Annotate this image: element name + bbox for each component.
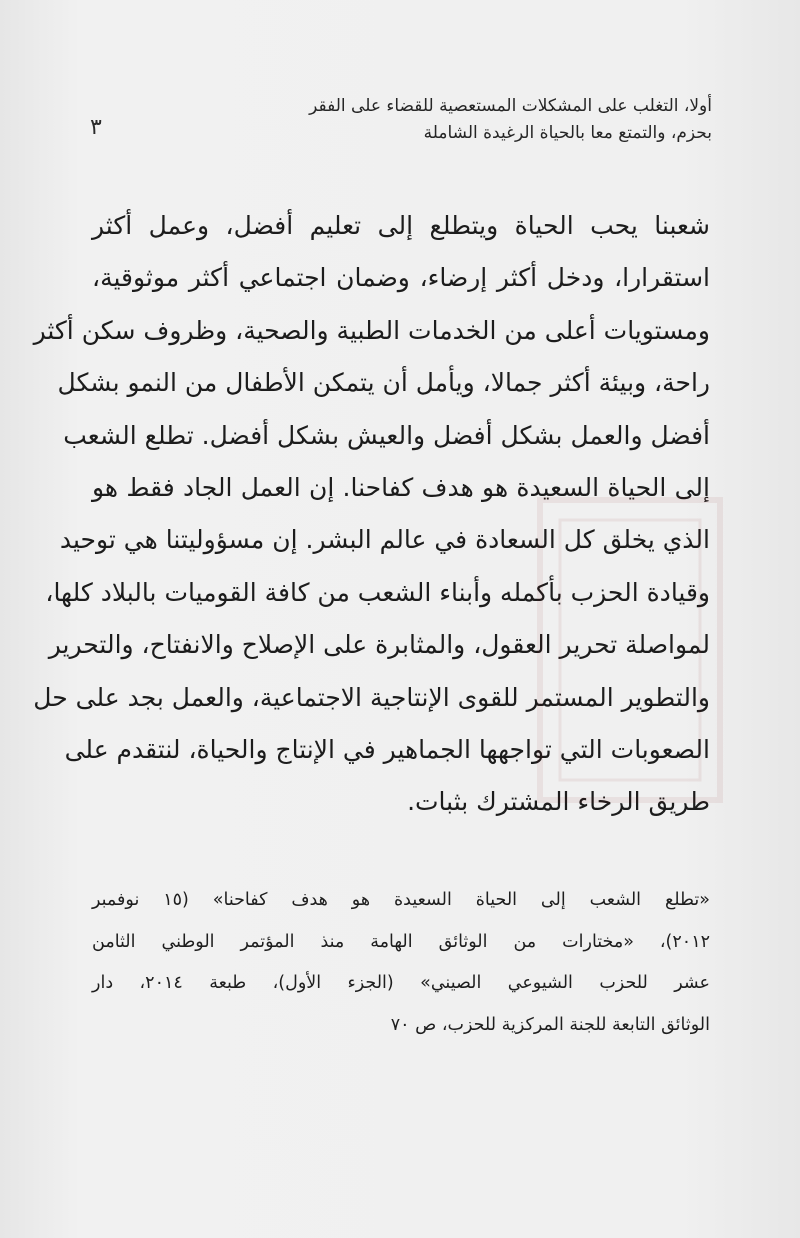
body-line: لمواصلة تحرير العقول، والمثابرة على الإصلاح والانفتاح، والتحرير [48, 630, 710, 660]
running-title [242, 93, 712, 147]
body-line: استقرارا، ودخل أكثر إرضاء، وضمان اجتماعي أكثر موثوقية، [92, 263, 710, 293]
body-line: راحة، وبيئة أكثر جمالا، ويأمل أن يتمكن الأطفال من النمو بشكل [57, 368, 710, 398]
running-title-line-2: بحزم، والتمتع معا بالحياة الرغيدة الشاملة [423, 123, 712, 143]
running-title-line-1: أولا، التغلب على المشكلات المستعصية للقضاء على الفقر [309, 96, 712, 116]
footnote [92, 880, 710, 1046]
body-line: ومستويات أعلى من الخدمات الطبية والصحية، وظروف سكن أكثر [33, 315, 710, 345]
body-line: وقيادة الحزب بأكمله وأبناء الشعب من كافة القوميات بالبلاد كلها، [45, 577, 710, 607]
body-line: والتطوير المستمر للقوى الإنتاجية الاجتماعية، والعمل بجد على حل [33, 682, 710, 712]
body-line: إلى الحياة السعيدة هو هدف كفاحنا. إن العمل الجاد فقط هو [92, 473, 710, 503]
footnote-line: الوثائق التابعة للجنة المركزية للحزب، ص ٧٠ [390, 1014, 710, 1035]
footnote-line: ٢٠١٢)، «مختارات من الوثائق الهامة منذ المؤتمر الوطني الثامن [92, 931, 710, 952]
body-line: الصعوبات التي تواجهها الجماهير في الإنتاج والحياة، لنتقدم على [64, 735, 710, 765]
body-line: الذي يخلق كل السعادة في عالم البشر. إن مسؤوليتنا هي توحيد [59, 525, 710, 555]
body-paragraph [33, 200, 710, 829]
footnote-line: «تطلع الشعب إلى الحياة السعيدة هو هدف كفاحنا» (١٥ نوفمبر [92, 890, 710, 910]
body-line: شعبنا يحب الحياة ويتطلع إلى تعليم أفضل، وعمل أكثر [92, 211, 710, 240]
page-number: ٣ [90, 115, 102, 140]
body-line: طريق الرخاء المشترك بثبات. [407, 787, 710, 817]
page-header [90, 93, 712, 157]
footnote-line: عشر للحزب الشيوعي الصيني» (الجزء الأول)، طبعة ٢٠١٤، دار [92, 973, 710, 993]
body-line: أفضل والعمل بشكل أفضل والعيش بشكل أفضل. تطلع الشعب [63, 420, 710, 450]
